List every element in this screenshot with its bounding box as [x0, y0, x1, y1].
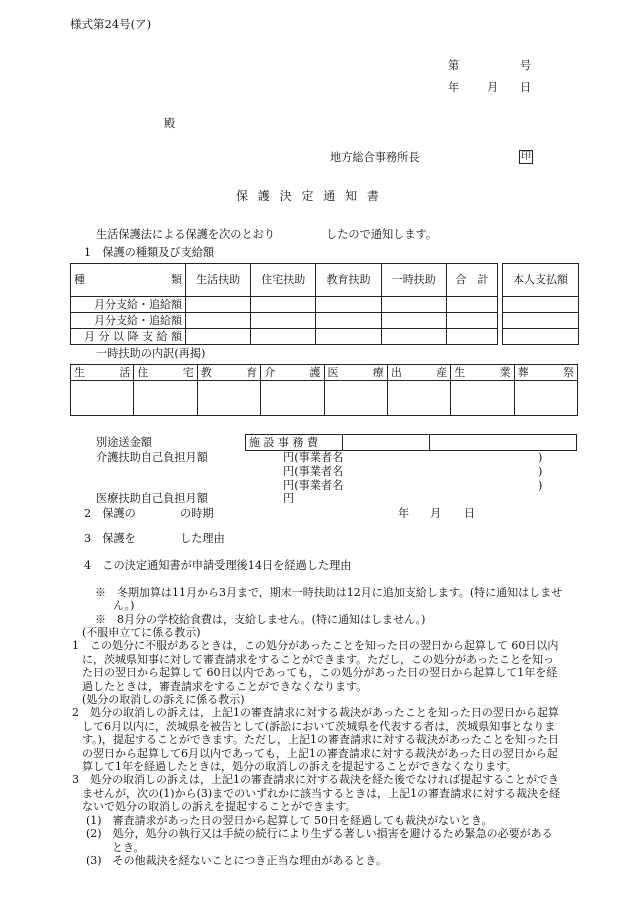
cell [186, 313, 251, 329]
care-provider-1: 円(事業者名 [283, 451, 344, 464]
header-total: 合 計 [446, 264, 497, 297]
allowance-table-header [71, 264, 498, 297]
cell [324, 381, 387, 416]
paren-close: ) [538, 451, 543, 464]
cell [446, 329, 497, 345]
cell [251, 329, 316, 345]
appeal-instructions [72, 626, 562, 867]
medical-yen: 円 [283, 492, 295, 505]
row-label: 月分支給・追給額 [71, 313, 186, 329]
col-education: 教 育 [197, 365, 260, 381]
suit-item-3: 3 処分の取消しの訴えは，上記1の審査請求に対する裁決を経た後でなければ提起することができませんが，次の(1)から(3)までのいずれかに該当するときは，上記1の審査請求に対する裁決を経ないで処分の取消しの訴えを提起することができます。 [72, 773, 561, 814]
header-temporary: 一時扶助 [381, 264, 446, 297]
table-row [71, 329, 498, 345]
col-care: 介 護 [261, 365, 324, 381]
cell [316, 297, 381, 313]
temporary-breakdown-table [70, 364, 578, 416]
cell [316, 313, 381, 329]
cell [251, 313, 316, 329]
issuer-title: 地方総合事務所長 [330, 151, 420, 164]
note-school-meals: ※ 8月分の学校給食費は，支給しません。(特に通知はしません。) [95, 612, 426, 626]
care-provider-3: 円(事業者名 [283, 479, 344, 492]
section2-label-b: の時期 [180, 507, 214, 520]
cell [381, 297, 446, 313]
cell [387, 381, 450, 416]
cell [514, 381, 577, 416]
kind-header: 種 類 [71, 264, 186, 297]
section3-label-b: した理由 [180, 532, 225, 545]
document-title: 保 護 決 定 通 知 書 [236, 189, 382, 203]
section2-label-a: 2 保護の [84, 507, 136, 520]
cell [381, 329, 446, 345]
facility-table [245, 434, 577, 451]
care-provider-2: 円(事業者名 [283, 465, 344, 478]
self-pay-header: 本人支払額 [503, 264, 579, 297]
section3-label-a: 3 保護を [84, 532, 136, 545]
medical-self-label: 医療扶助自己負担月額 [96, 492, 208, 505]
section2-year: 年 [398, 507, 410, 520]
section1-heading: 1 保護の種類及び支給額 [84, 246, 215, 259]
row-label: 月分支給・追給額 [71, 297, 186, 313]
suit-subitem-1: (1) 審査請求があった日の翌日から起算して 50日を経過しても裁決がないとき。 [86, 813, 493, 827]
row-label: 月 分 以 降 支 給 額 [71, 329, 186, 345]
separate-amount-label: 別途送金額 [96, 436, 152, 449]
cell [451, 381, 514, 416]
allowance-table [70, 263, 498, 345]
col-childbirth: 出 産 [387, 365, 450, 381]
table-row [71, 365, 578, 381]
cell [71, 381, 134, 416]
col-funeral: 葬 祭 [514, 365, 577, 381]
self-pay-cell [503, 297, 579, 313]
header-housing: 住宅扶助 [251, 264, 316, 297]
form-number: 様式第24号(ア) [70, 17, 152, 31]
cell [316, 329, 381, 345]
section4-heading: 4 この決定通知書が申請受理後14日を経過した理由 [84, 559, 352, 572]
date-day-label: 日 [520, 81, 532, 94]
cell [134, 381, 197, 416]
facility-label: 施 設 事 務 費 [246, 435, 343, 451]
table-row [71, 313, 498, 329]
table-row [71, 297, 498, 313]
section2-month: 月 [430, 507, 442, 520]
suit-subitem-2: (2) 処分，処分の執行又は手続の続行により生ずる著しい損害を避けるため緊急の必要があるとき。 [86, 827, 553, 854]
cell [186, 329, 251, 345]
table-row [71, 381, 578, 416]
header-education: 教育扶助 [316, 264, 381, 297]
cell [186, 297, 251, 313]
date-year-label: 年 [448, 81, 460, 94]
header-living: 生活扶助 [186, 264, 251, 297]
self-pay-table [502, 263, 579, 345]
seal-mark: 印 [521, 151, 531, 162]
date-month-label: 月 [487, 81, 499, 94]
section2-day: 日 [464, 507, 476, 520]
cell [197, 381, 260, 416]
self-pay-cell [503, 329, 579, 345]
paren-close: ) [538, 479, 543, 492]
suit-subitem-3: (3) その他裁決を経ないことにつき正当な理由があるとき。 [86, 853, 387, 867]
doc-number-label: 第 [448, 59, 460, 72]
suit-heading: (処分の取消しの訴えに係る教示) [82, 693, 245, 707]
note-winter: ※ 冬期加算は11月から3月まで，期末一時扶助は12月に追加支給します。(特に通知はしません。) [95, 586, 563, 613]
cell [446, 297, 497, 313]
col-living: 生 活 [71, 365, 134, 381]
paren-close: ) [538, 465, 543, 478]
temporary-breakdown-caption: 一時扶助の内訳(再掲) [96, 347, 206, 360]
col-medical: 医 療 [324, 365, 387, 381]
suit-item-2: 2 処分の取消しの訴えは，上記1の審査請求に対する裁決があったことを知った日の翌日から起算して6月以内に，茨城県を被告として(訴訟において茨城県を代表する者は，茨城県知事となります。)，提起することができます。ただし，上記1の審査請求に対する裁決があったことを知った日の翌日から起算して6月以内であっても，上記1の審査請求に対する裁決があった日の翌日から起算して1年を経過したときは，処分の取消しの訴えを提起することができなくなります。 [72, 706, 559, 774]
intro-text-left: 生活保護法による保護を次のとおり [96, 228, 276, 241]
facility-cell [430, 435, 577, 451]
notes-block [95, 586, 565, 626]
col-occupation: 生 業 [451, 365, 514, 381]
facility-cell [343, 435, 430, 451]
cell [261, 381, 324, 416]
intro-text-right: したので通知します。 [326, 228, 437, 241]
cell [446, 313, 497, 329]
self-pay-cell [503, 313, 579, 329]
care-self-label: 介護扶助自己負担月額 [96, 451, 208, 464]
addressee-suffix: 殿 [164, 117, 176, 130]
cell [381, 313, 446, 329]
doc-number-suffix: 号 [520, 59, 532, 72]
appeal-heading: (不服申立てに係る教示) [82, 626, 201, 639]
col-housing: 住 宅 [134, 365, 197, 381]
cell [251, 297, 316, 313]
appeal-item-1: 1 この処分に不服があるときは，この処分があったことを知った日の翌日から起算して 60日以内に，茨城県知事に対して審査請求をすることができます。ただし，この処分があったことを知った日の翌日から起算して 60日以内であっても，この処分があった日の翌日から起算して1年を経過したときは，審査請求をすることができなくなります。 [72, 639, 559, 693]
